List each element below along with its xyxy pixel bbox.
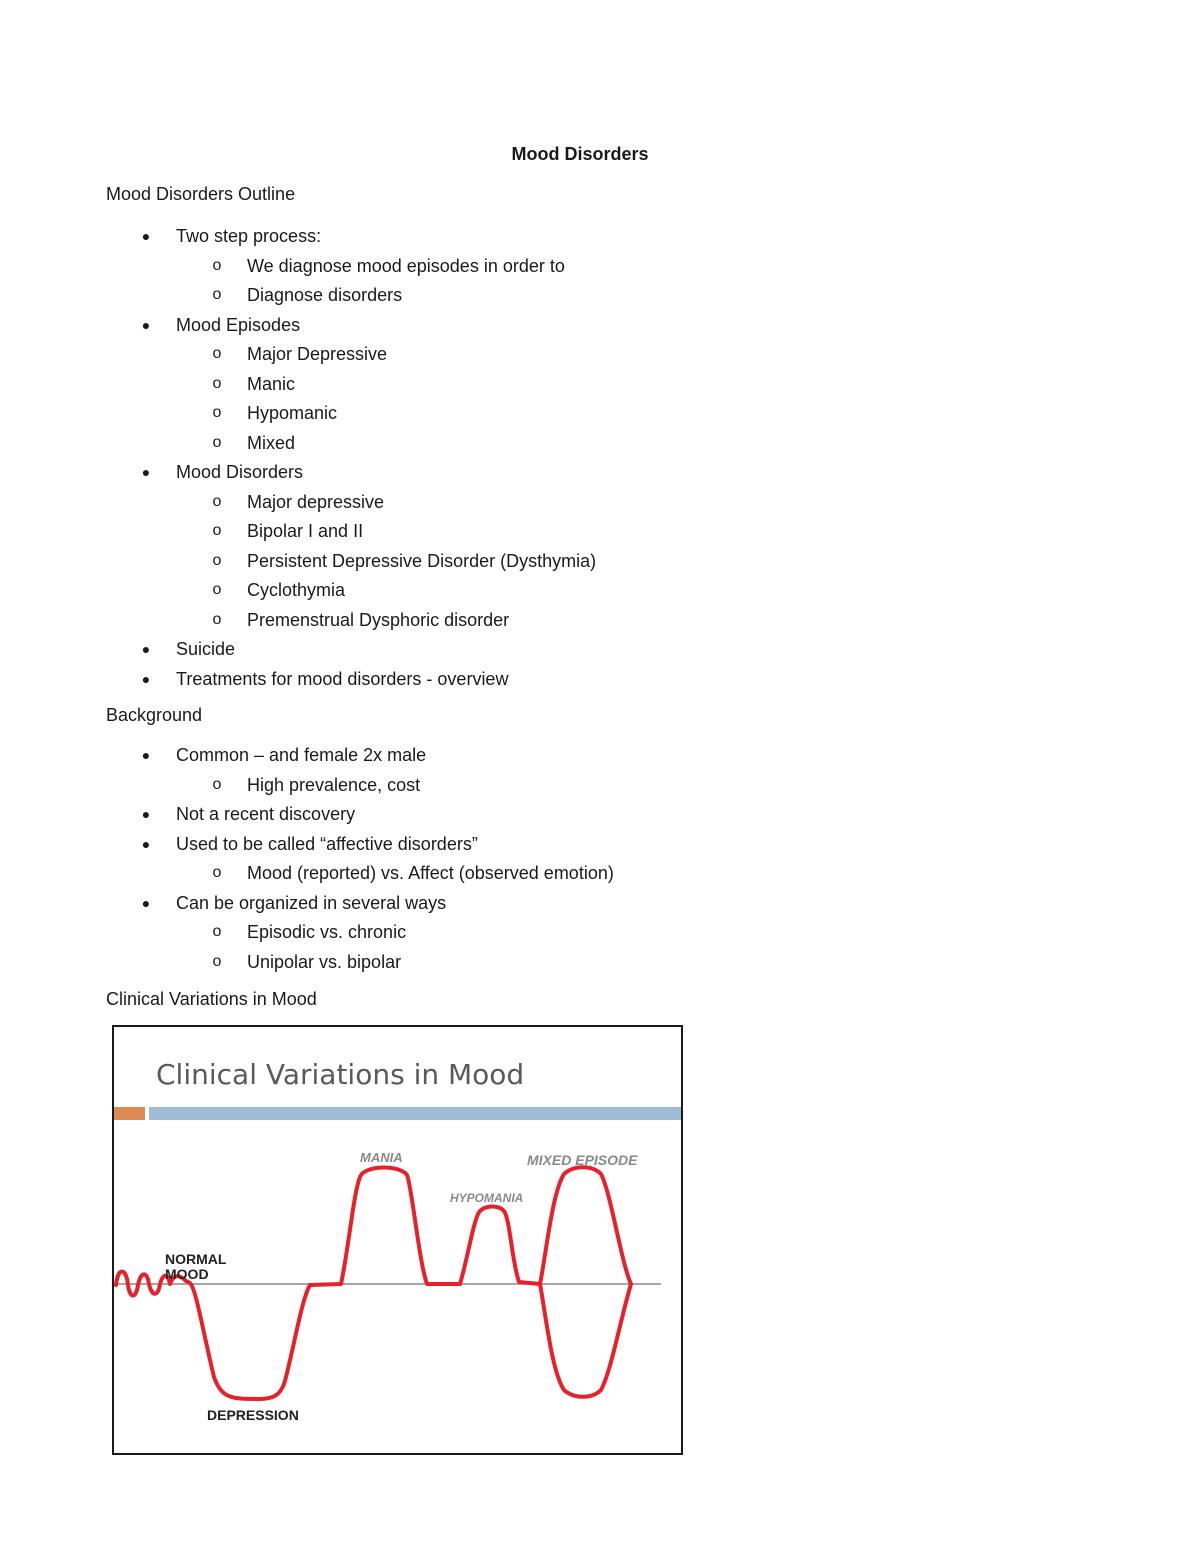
sub-bullet-text: High prevalence, cost: [247, 774, 421, 795]
sub-bullet-text: Cyclothymia: [247, 580, 346, 600]
sub-bullet-text: Manic: [247, 373, 296, 394]
bullet-text: Used to be called “affective disorders”: [176, 833, 478, 854]
sub-bullet-item: [212, 550, 597, 572]
bullet-marker: ●: [141, 670, 151, 687]
bullet-marker: ●: [141, 316, 151, 333]
sub-bullet-text: Bipolar I and II: [247, 521, 364, 541]
sub-bullet-text: Episodic vs. chronic: [247, 922, 407, 942]
label-normal-mood-text: NORMAL: [165, 1251, 227, 1267]
bullet-marker: ●: [141, 747, 151, 763]
bullet-marker: ●: [141, 641, 151, 657]
sub-bullet-item: [212, 373, 296, 395]
sub-bullet-marker: o: [212, 581, 222, 598]
sub-bullet-item: [212, 951, 402, 973]
sub-bullet-marker: o: [212, 404, 222, 421]
sub-bullet-marker: o: [212, 775, 222, 793]
bullet-text: Common – and female 2x male: [176, 745, 427, 765]
bullet-text: Mood Disorders: [176, 462, 304, 482]
sub-bullet-marker: o: [212, 522, 222, 539]
sub-bullet-text: Major Depressive: [247, 344, 388, 364]
outline-heading: Mood Disorders Outline: [106, 184, 296, 204]
bullet-item: [141, 833, 478, 855]
bullet-text: Treatments for mood disorders - overview: [176, 668, 509, 689]
bullet-item: [141, 668, 509, 690]
accent-bar-blue: [149, 1107, 681, 1120]
label-depression: DEPRESSION: [207, 1407, 299, 1423]
bullet-marker: ●: [141, 894, 151, 911]
bullet-item: [141, 744, 427, 766]
sub-bullet-text: Persistent Depressive Disorder (Dysthymia): [247, 550, 597, 571]
label-normal-mood: [165, 1251, 230, 1282]
clinical-heading: Clinical Variations in Mood: [106, 989, 317, 1009]
sub-bullet-marker: o: [212, 952, 222, 970]
bullet-item: [141, 461, 304, 483]
sub-bullet-item: [212, 432, 296, 454]
label-mixed-episode: MIXED EPISODE: [527, 1152, 638, 1168]
figure-svg: [114, 1027, 681, 1453]
sub-bullet-text: Mood (reported) vs. Affect (observed emotion): [247, 863, 614, 883]
sub-bullet-item: [212, 255, 565, 277]
bullet-text: Suicide: [176, 639, 236, 659]
sub-bullet-item: [212, 520, 364, 542]
bullet-text: Not a recent discovery: [176, 804, 356, 824]
sub-bullet-text: Hypomanic: [247, 403, 338, 423]
mixed-episode-lower-curve: [540, 1284, 631, 1397]
accent-bar-orange: [114, 1107, 145, 1120]
sub-bullet-marker: o: [212, 286, 222, 303]
sub-bullet-marker: o: [212, 433, 222, 451]
sub-bullet-marker: o: [212, 345, 222, 362]
bullet-text: Can be organized in several ways: [176, 892, 447, 913]
bullet-marker: ●: [141, 806, 151, 822]
sub-bullet-marker: o: [212, 864, 222, 881]
bullet-item: [141, 803, 356, 825]
background-heading: Background: [106, 705, 203, 725]
label-hypomania: HYPOMANIA: [450, 1191, 524, 1205]
sub-bullet-text: Major depressive: [247, 491, 385, 512]
sub-bullet-item: [212, 862, 614, 884]
bullet-text: Two step process:: [176, 226, 322, 246]
bullet-item: [141, 225, 322, 247]
bullet-marker: ●: [141, 835, 151, 852]
sub-bullet-item: [212, 609, 510, 631]
sub-bullet-item: [212, 921, 407, 943]
sub-bullet-marker: o: [212, 610, 222, 628]
figure-title: Clinical Variations in Mood: [156, 1058, 525, 1091]
sub-bullet-item: [212, 774, 421, 796]
sub-bullet-text: Unipolar vs. bipolar: [247, 951, 402, 972]
bullet-text: Mood Episodes: [176, 314, 301, 335]
sub-bullet-item: [212, 579, 346, 601]
sub-bullet-marker: o: [212, 256, 222, 274]
sub-bullet-item: [212, 402, 338, 424]
sub-bullet-item: [212, 491, 385, 513]
sub-bullet-marker: o: [212, 374, 222, 392]
sub-bullet-marker: o: [212, 551, 222, 569]
label-mania: MANIA: [360, 1150, 403, 1165]
sub-bullet-text: We diagnose mood episodes in order to: [247, 255, 565, 276]
sub-bullet-marker: o: [212, 923, 222, 940]
sub-bullet-marker: o: [212, 492, 222, 510]
sub-bullet-text: Mixed: [247, 432, 296, 453]
label-normal-mood-text-line2: MOOD: [165, 1266, 209, 1282]
bullet-item: [141, 892, 447, 914]
sub-bullet-item: [212, 284, 403, 306]
bullet-item: [141, 638, 236, 660]
sub-bullet-text: Diagnose disorders: [247, 285, 403, 305]
bullet-marker: ●: [141, 464, 151, 480]
mood-variation-figure: [112, 1025, 683, 1455]
document-title: Mood Disorders: [511, 144, 649, 164]
bullet-marker: ●: [141, 228, 151, 244]
bullet-item: [141, 314, 301, 336]
sub-bullet-text: Premenstrual Dysphoric disorder: [247, 609, 510, 630]
sub-bullet-item: [212, 343, 388, 365]
